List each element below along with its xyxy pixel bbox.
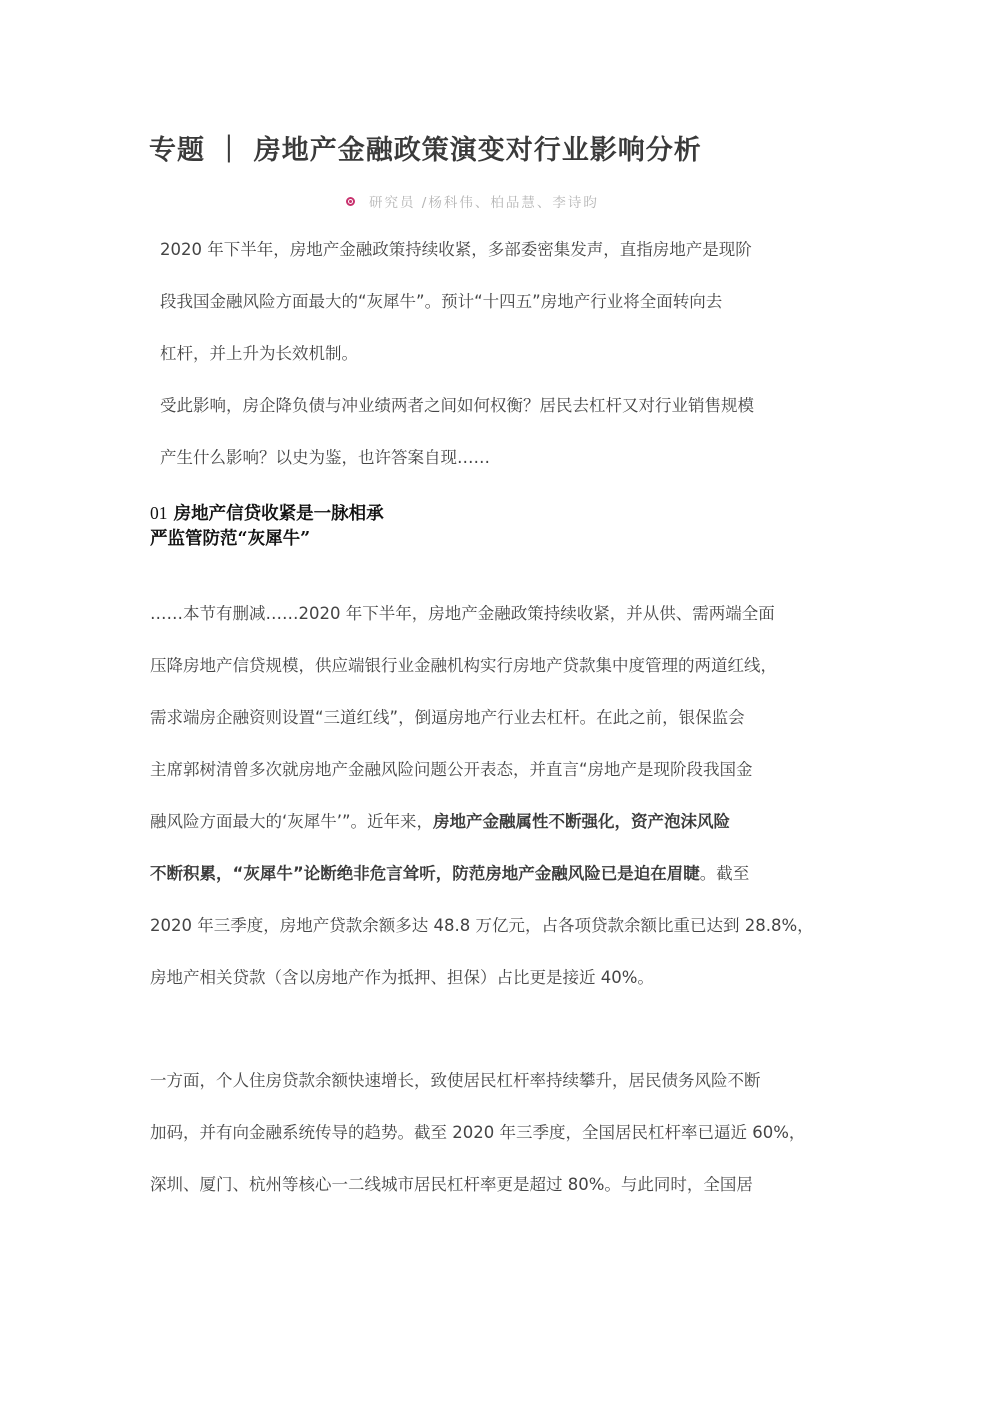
page-title: 专题 ｜ 房地产金融政策演变对行业影响分析 <box>149 135 702 166</box>
paragraph-line: 压降房地产信贷规模，供应端银行业金融机构实行房地产贷款集中度管理的两道红线， <box>150 656 777 675</box>
intro-line: 2020 年下半年，房地产金融政策持续收紧，多部委密集发声，直指房地产是现阶 <box>160 240 752 259</box>
section-subtitle: 严监管防范“灰犀牛” <box>150 529 311 549</box>
section-heading-line1 <box>150 501 384 527</box>
intro-line: 杠杆，并上升为长效机制。 <box>160 344 358 363</box>
intro-line: 段我国金融风险方面最大的“灰犀牛”。预计“十四五”房地产行业将全面转向去 <box>160 292 723 311</box>
paragraph-line <box>150 796 862 848</box>
paragraph-line: 一方面，个人住房贷款余额快速增长，致使居民杠杆率持续攀升，居民债务风险不断 <box>150 1071 761 1090</box>
paragraph-line: 2020 年三季度，房地产贷款余额多达 48.8 万亿元，占各项贷款余额比重已达到 28.8%， <box>150 916 814 935</box>
intro-summary <box>160 224 860 484</box>
byline <box>346 191 599 211</box>
paragraph-line <box>150 848 862 900</box>
target-icon <box>346 197 355 206</box>
intro-line: 受此影响，房企降负债与冲业绩两者之间如何权衡？居民去杠杆又对行业销售规模 <box>160 396 754 415</box>
paragraph-line: 房地产相关贷款（含以房地产作为抵押、担保）占比更是接近 40%。 <box>150 968 654 987</box>
body-paragraph <box>150 588 862 1004</box>
emphasis-text: 房地产金融属性不断强化，资产泡沫风险 <box>433 812 731 831</box>
intro-line: 产生什么影响？以史为鉴，也许答案自现…… <box>160 448 490 467</box>
paragraph-line: 加码，并有向金融系统传导的趋势。截至 2020 年三季度，全国居民杠杆率已逼近 60%， <box>150 1123 806 1142</box>
section-heading <box>150 501 384 552</box>
paragraph-line: 需求端房企融资则设置“三道红线”，倒逼房地产行业去杠杆。在此之前，银保监会 <box>150 708 745 727</box>
byline-text: 研究员 /杨科伟、柏品慧、李诗昀 <box>369 195 599 211</box>
section-title: 房地产信贷收紧是一脉相承 <box>173 504 384 524</box>
emphasis-text: 不断积累，“灰犀牛”论断绝非危言耸听，防范房地产金融风险已是迫在眉睫 <box>150 864 700 883</box>
section-number: 01 <box>150 503 168 523</box>
paragraph-text: 。截至 <box>699 864 750 883</box>
body-paragraph <box>150 1055 862 1211</box>
paragraph-text: 融风险方面最大的‘灰犀牛’”。近年来， <box>150 812 434 831</box>
paragraph-line: ……本节有删减……2020 年下半年，房地产金融政策持续收紧，并从供、需两端全面 <box>150 604 775 623</box>
paragraph-line: 深圳、厦门、杭州等核心一二线城市居民杠杆率更是超过 80%。与此同时，全国居 <box>150 1175 753 1194</box>
paragraph-line: 主席郭树清曾多次就房地产金融风险问题公开表态，并直言“房地产是现阶段我国金 <box>150 760 753 779</box>
